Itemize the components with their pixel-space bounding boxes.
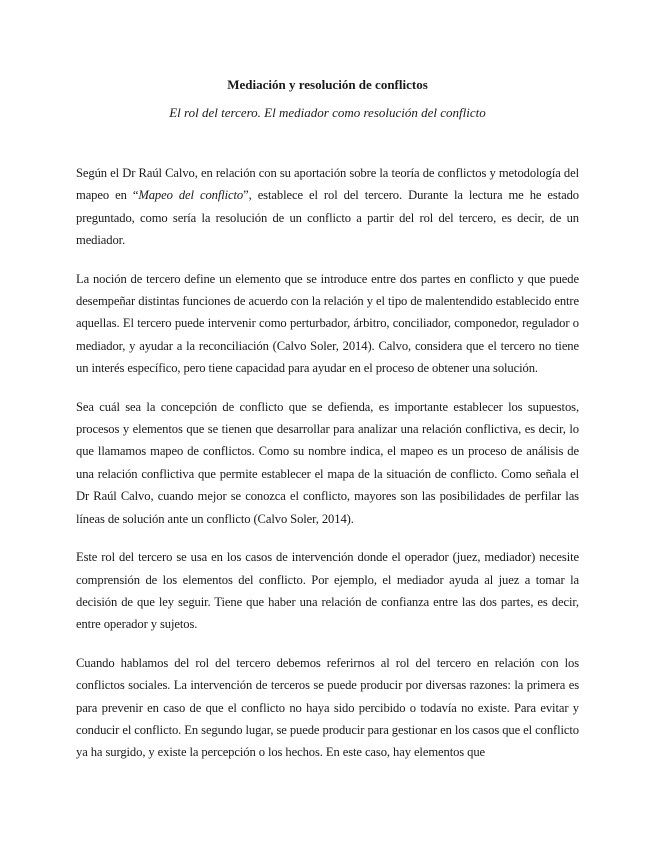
document-title: Mediación y resolución de conflictos	[227, 77, 428, 92]
paragraph-1-before: Según el Dr Raúl Calvo, en relación con su aportación sobre la teoría de conflictos y metodología del mapeo en “	[76, 166, 579, 203]
document-body	[76, 162, 579, 764]
document-subtitle: El rol del tercero. El mediador como resolución del conflicto	[169, 105, 486, 120]
paragraph-1	[76, 162, 579, 252]
paragraph-1-after: ”, establece el rol del tercero. Durante la lectura me he estado preguntado, como sería la resolución de un conflicto a partir del rol del tercero, es decir, de un mediador.	[76, 188, 579, 248]
paragraph-1-emphasis: Mapeo del conflicto	[138, 188, 244, 203]
paragraph-3: Sea cuál sea la concepción de conflicto que se defienda, es importante establecer los supuestos, procesos y elementos que se tienen que desarrollar para analizar una relación conflictiva, es decir, lo que llamamos mapeo de conflictos. Como su nombre indica, el mapeo es un proceso de análisis de una relación conflictiva que permite establecer el mapa de la situación de conflicto. Como señala el Dr Raúl Calvo, cuando mejor se conozca el conflicto, mayores son las posibilidades de perfilar las líneas de solución ante un conflicto (Calvo Soler, 2014).	[76, 399, 579, 526]
document-content	[76, 76, 579, 780]
paragraph-5: Cuando hablamos del rol del tercero debemos referirnos al rol del tercero en relación con los conflictos sociales. La intervención de terceros se puede producir por diversas razones: la primera es para prevenir en caso de que el conflicto no haya sido percibido o todavía no existe. Para evitar y conducir el conflicto. En segundo lugar, se puede producir para gestionar en los casos que el conflicto ya ha surgido, y existe la percepción o los hechos. En este caso, hay elementos que	[76, 655, 579, 760]
paragraph-2: La noción de tercero define un elemento que se introduce entre dos partes en conflicto y que puede desempeñar distintas funciones de acuerdo con la relación y el tipo de malentendido establecido entre aquellas. El tercero puede intervenir como perturbador, árbitro, conciliador, componedor, regulador o mediador, y ayudar a la reconciliación (Calvo Soler, 2014). Calvo, considera que el tercero no tiene un interés específico, pero tiene capacidad para ayudar en el proceso de obtener una solución.	[76, 271, 579, 376]
paragraph-4: Este rol del tercero se usa en los casos de intervención donde el operador (juez, mediador) necesite comprensión de los elementos del conflicto. Por ejemplo, el mediador ayuda al juez a tomar la decisión de que ley seguir. Tiene que haber una relación de confianza entre las dos partes, es decir, entre operador y sujetos.	[76, 550, 579, 632]
